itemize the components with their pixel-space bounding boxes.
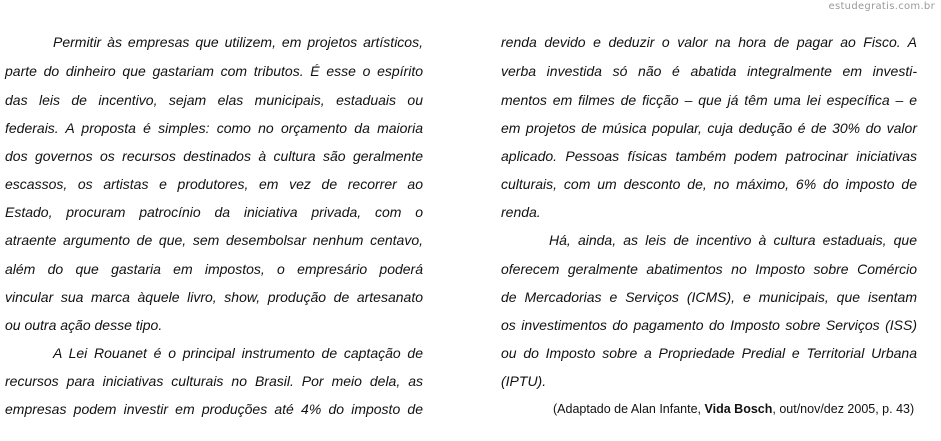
text-line: aplicado. Pessoas físicas também podem patrocinar iniciativas bbox=[501, 148, 917, 164]
text-line: além do que gastaria em impostos, o empresário poderá bbox=[5, 261, 423, 277]
text-line: escassos, os artistas e produtores, em vez de recorrer ao bbox=[5, 176, 423, 192]
text-line: empresas podem investir em produções até 4% do imposto de bbox=[5, 401, 423, 417]
text-line: renda devido e deduzir o valor na hora de pagar ao Fisco. A bbox=[501, 34, 917, 50]
text-line: verba investida só não é abatida integralmente em investi- bbox=[501, 63, 917, 79]
text-line: federais. A proposta é simples: como no orçamento da maioria bbox=[5, 120, 423, 136]
citation-prefix: (Adaptado de Alan Infante, bbox=[553, 402, 705, 416]
text-line: atraente argumento de que, sem desembolsar nenhum centavo, bbox=[5, 232, 423, 248]
citation-suffix: , out/nov/dez 2005, p. 43) bbox=[772, 402, 915, 416]
text-line: ou outra ação desse tipo. bbox=[5, 317, 163, 333]
text-line: vincular sua marca àquele livro, show, produção de artesanato bbox=[5, 289, 423, 305]
text-line: ou do Imposto sobre a Propriedade Predial e Territorial Urbana bbox=[501, 345, 917, 361]
text-line: renda. bbox=[501, 204, 541, 220]
text-line: recursos para iniciativas culturais no Brasil. Por meio dela, as bbox=[5, 373, 423, 389]
text-line: parte do dinheiro que gastariam com tributos. É esse o espírito bbox=[5, 63, 423, 79]
text-line: mentos em filmes de ficção – que já têm uma lei específica – e bbox=[501, 92, 917, 108]
text-line: de Mercadorias e Serviços (ICMS), e municipais, que isentam bbox=[501, 289, 917, 305]
text-line: Há, ainda, as leis de incentivo à cultura estaduais, que bbox=[549, 232, 917, 248]
text-line: dos governos os recursos destinados à cultura são geralmente bbox=[5, 148, 423, 164]
text-line: os investimentos do pagamento do Imposto sobre Serviços (ISS) bbox=[501, 317, 917, 333]
text-line: Estado, procuram patrocínio da iniciativa privada, com o bbox=[5, 204, 423, 220]
watermark: estudegratis.com.br bbox=[828, 1, 935, 12]
citation-source-title: Vida Bosch bbox=[704, 402, 773, 416]
text-line: das leis de incentivo, sejam elas municipais, estaduais ou bbox=[5, 92, 423, 108]
text-line: culturais, com um desconto de, no máximo, 6% do imposto de bbox=[501, 176, 917, 192]
text-line: A Lei Rouanet é o principal instrumento de captação de bbox=[53, 345, 423, 361]
text-line: em projetos de música popular, cuja dedução é de 30% do valor bbox=[501, 120, 917, 136]
text-line: Permitir às empresas que utilizem, em projetos artísticos, bbox=[53, 34, 423, 50]
text-line: (IPTU). bbox=[501, 373, 547, 389]
text-line: oferecem geralmente abatimentos no Imposto sobre Comércio bbox=[501, 261, 917, 277]
source-citation bbox=[553, 400, 914, 418]
